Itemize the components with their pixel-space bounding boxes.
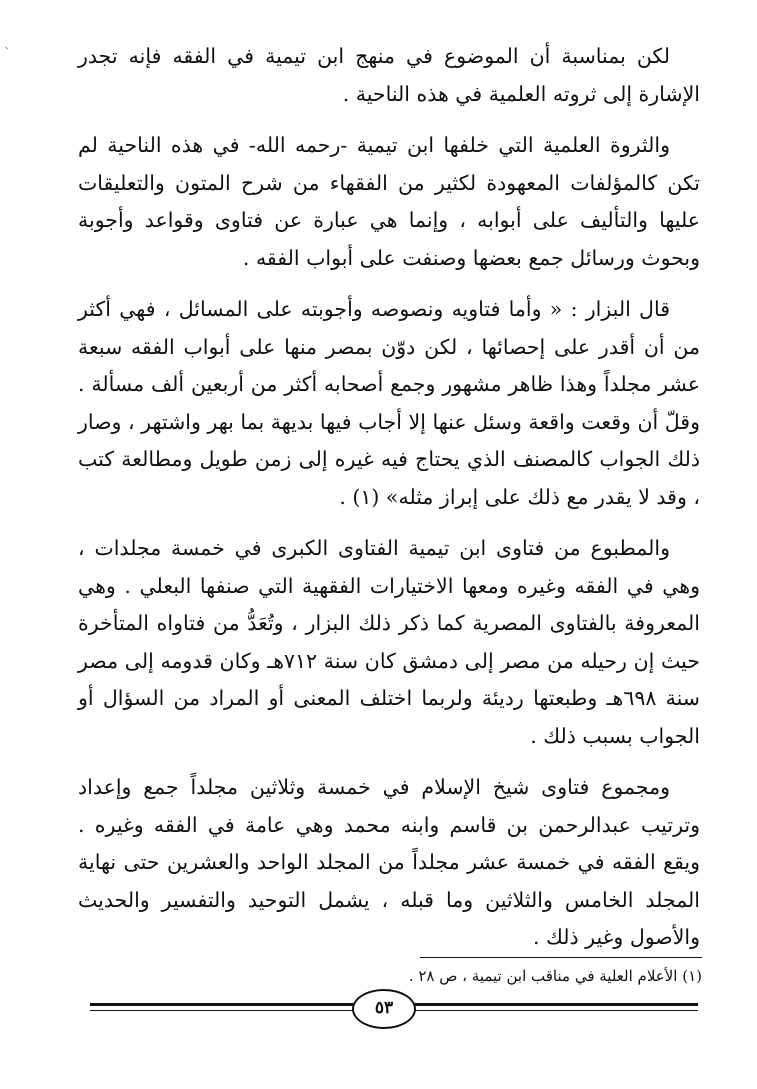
page-number: ٥٣ (352, 989, 416, 1029)
paragraph-1: لكن بمناسبة أن الموضوع في منهج ابن تيمية في الفقه فإنه تجدر الإشارة إلى ثروته العلمية في هذه الناحية . (78, 44, 700, 106)
page-body (78, 38, 700, 971)
paragraph-3: قال البزار : « وأما فتاويه ونصوصه وأجوبته على المسائل ، فهي أكثر من أن أقدر على إحصائها ، لكن دوّن بمصر منها على أبواب الفقه سبعة عشر مجلداً وهذا ظاهر مشهور وجمع أصحابه أكثر من أربعين ألف مسألة . وقلّ أن وقعت واقعة وسئل عنها إلا أجاب فيها بديهة بما بهر واشتهر ، وصار ذلك الجواب كالمصنف الذي يحتاج فيه غيره إلى زمن طويل ومطالعة كتب ، وقد لا يقدر مع ذلك على إبراز مثله» (١) . (78, 297, 700, 509)
footnote: (١) الأعلام العلية في مناقب ابن تيمية ، ص ٢٨ . (408, 967, 702, 985)
footnote-separator (420, 957, 702, 958)
paragraph-4: والمطبوع من فتاوى ابن تيمية الفتاوى الكبرى في خمسة مجلدات ، وهي في الفقه وغيره ومعها الاختيارات الفقهية التي صنفها البعلي . وهي المعروفة بالفتاوى المصرية كما ذكر ذلك البزار ، وتُعَدُّ من فتاواه المتأخرة حيث إن رحيله من مصر إلى دمشق كان سنة ٧١٢هـ وكان قدومه إلى مصر سنة ٦٩٨هـ وطبعتها رديئة ولربما اختلف المعنى أو المراد من السؤال أو الجواب بسبب ذلك . (78, 536, 701, 748)
margin-mark: ` (4, 46, 11, 62)
paragraph-5: ومجموع فتاوى شيخ الإسلام في خمسة وثلاثين مجلداً جمع وإعداد وترتيب عبدالرحمن بن قاسم وابنه محمد وهي عامة في الفقه وغيره . ويقع الفقه في خمسة عشر مجلداً من المجلد الواحد والعشرين حتى نهاية المجلد الخامس والثلاثين وما قبله ، يشمل التوحيد والتفسير والحديث والأصول وغير ذلك . (78, 775, 700, 949)
paragraph-2: والثروة العلمية التي خلفها ابن تيمية -رحمه الله- في هذه الناحية لم تكن كالمؤلفات المعهودة لكثير من الفقهاء من شرح المتون والتعليقات عليها والتأليف على أبوابه ، وإنما هي عبارة عن فتاوى وقواعد وأجوبة وبحوث ورسائل جمع بعضها وصنفت على أبواب الفقه . (78, 133, 700, 270)
